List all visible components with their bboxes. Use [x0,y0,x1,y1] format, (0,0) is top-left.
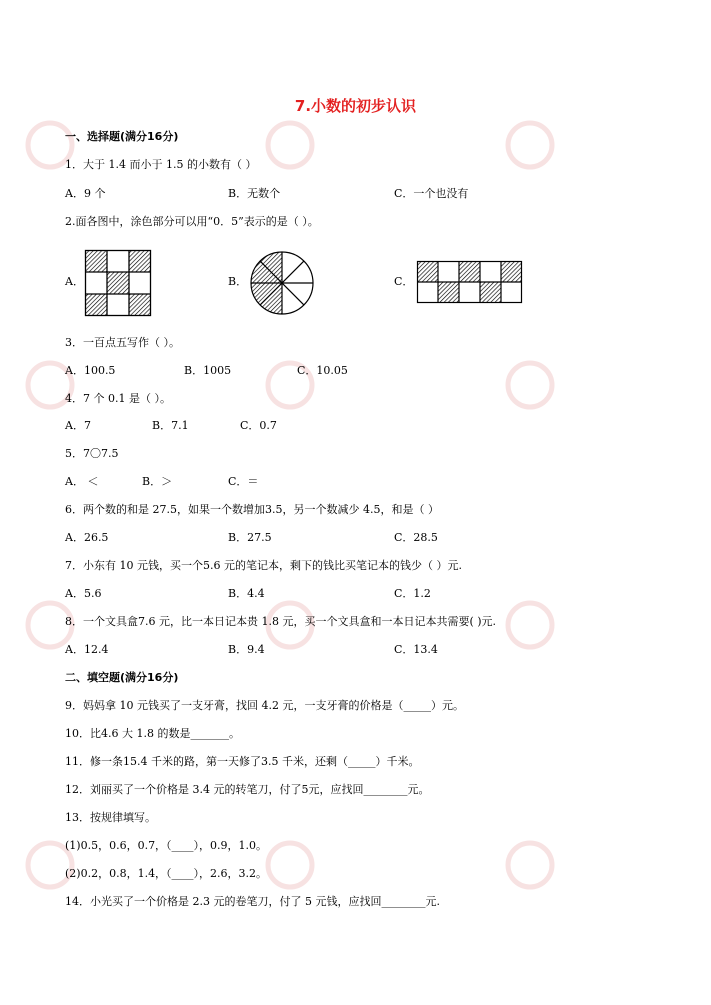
option-c: C．1.2 [394,587,431,600]
fill-question: 12．刘丽买了一个价格是 3.4 元的转笔刀，付了5元，应找回________元。 [65,783,430,796]
option-a: A．100.5 [65,364,116,377]
question-stem: 7．小东有 10 元钱，买一个5.6 元的笔记本，剩下的钱比买笔记本的钱少（ ）元. [65,559,462,572]
option-b: B．1005 [184,364,232,377]
option-c: C．28.5 [394,531,438,544]
option-b: B．＞ [142,475,173,488]
figure-grid-3x3 [85,250,151,316]
option-a: A．5.6 [65,587,102,600]
question-stem: 6．两个数的和是 27.5，如果一个数增加3.5，另一个数减少 4.5，和是（ ） [65,503,439,516]
option-a: A． ＜ [65,475,99,488]
fill-question: 10．比4.6 大 1.8 的数是_______。 [65,727,240,740]
option-a: A．9 个 [65,187,106,200]
option-c: C．0.7 [240,419,277,432]
question-stem: 2.面各图中，涂色部分可以用“0．5”表示的是（ ）。 [65,215,319,228]
option-a: A． [65,275,84,288]
option-a: A．26.5 [65,531,109,544]
option-c: C． [394,275,414,288]
fill-subquestion: (1)0.5，0.6，0.7，（____），0.9，1.0。 [65,839,268,852]
question-stem: 8．一个文具盒7.6 元，比一本日记本贵 1.8 元，买一个文具盒和一本日记本共需要( )元. [65,615,497,628]
question-stem: 4．7 个 0.1 是（ ）。 [65,392,171,405]
section-heading-fill: 二、填空题(满分16分) [65,671,179,684]
fill-question: 14．小光买了一个价格是 2.3 元的卷笔刀，付了 5 元钱，应找回________元. [65,895,440,908]
figure-strip-2x5 [417,261,522,303]
question-stem: 5．7〇7.5 [65,447,119,460]
fill-question: 9．妈妈拿 10 元钱买了一支牙膏，找回 4.2 元，一支牙膏的价格是（_____）元。 [65,699,464,712]
option-b: B． [228,275,248,288]
page-title: 7.小数的初步认识 [294,97,417,115]
option-a: A．12.4 [65,643,109,656]
section-heading-choice: 一、选择题(满分16分) [65,130,179,143]
question-stem: 3．一百点五写作（ ）。 [65,336,180,349]
option-b: B．无数个 [228,187,281,200]
option-b: B．9.4 [228,643,265,656]
option-a: A．7 [65,419,91,432]
option-b: B．4.4 [228,587,265,600]
option-c: C．10.05 [297,364,348,377]
option-c: C．13.4 [394,643,438,656]
fill-question: 13．按规律填写。 [65,811,156,824]
option-b: B．7.1 [152,419,189,432]
option-c: C．＝ [228,475,259,488]
question-stem: 1．大于 1.4 而小于 1.5 的小数有（ ） [65,158,257,171]
fill-subquestion: (2)0.2，0.8，1.4，（____），2.6，3.2。 [65,867,268,880]
figure-circle-8-parts [250,251,314,315]
option-b: B．27.5 [228,531,272,544]
fill-question: 11．修一条15.4 千米的路，第一天修了3.5 千米，还剩（_____）千米。 [65,755,420,768]
option-c: C．一个也没有 [394,187,469,200]
